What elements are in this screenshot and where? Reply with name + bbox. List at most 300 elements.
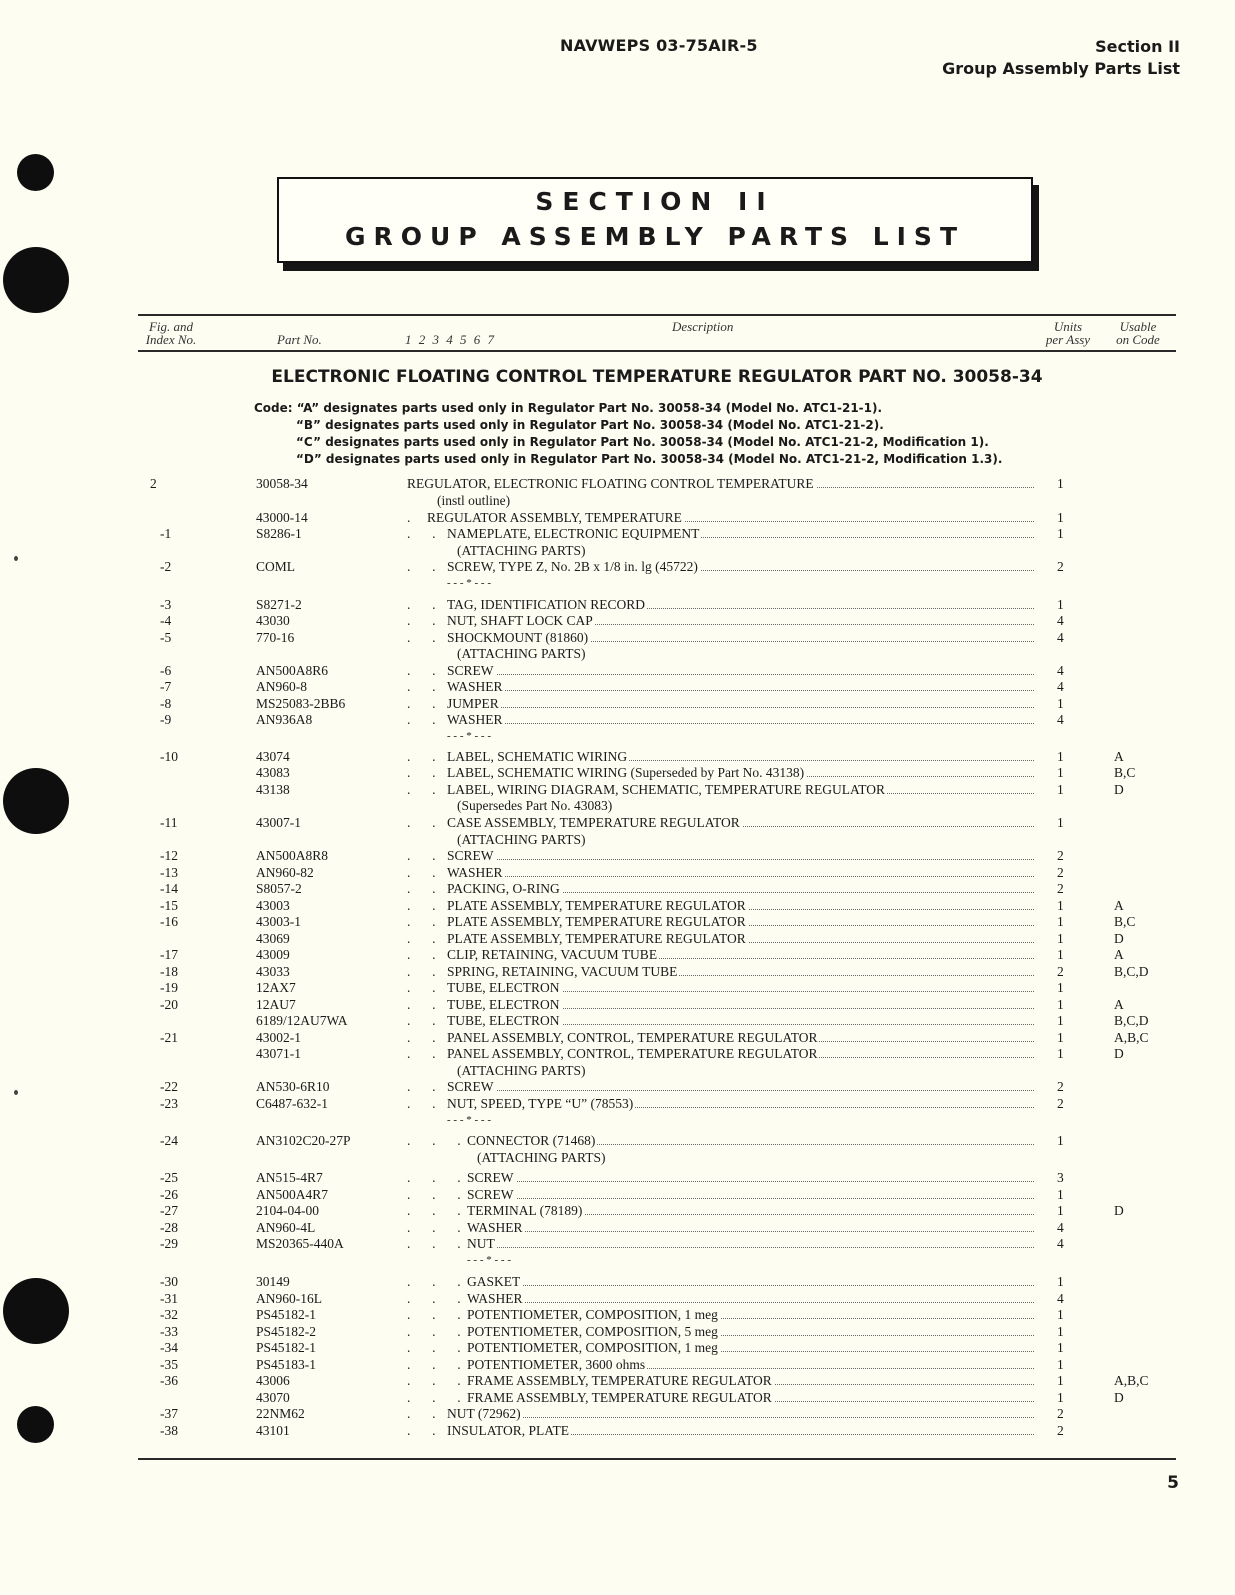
table-row [0,1235,1235,1252]
description: GASKET [467,1274,521,1289]
units-per-assy: 4 [1057,613,1064,628]
index-number: -20 [160,997,178,1012]
table-row [0,1045,1235,1062]
description: WASHER [447,712,503,727]
usable-on-code: A [1114,947,1124,962]
indent-dots: . . . [407,1373,462,1388]
dot-leader [467,1169,1034,1182]
description: PLATE ASSEMBLY, TEMPERATURE REGULATOR [447,914,746,929]
indent-dots: . . [407,526,437,541]
indent-dots: . . [407,898,437,913]
index-number: -36 [160,1373,178,1388]
indent-dots: . . . [407,1170,462,1185]
units-per-assy: 1 [1057,476,1064,491]
col-part-no: Part No. [277,332,322,347]
units-per-assy: 4 [1057,679,1064,694]
dot-leader [467,1273,1034,1286]
usable-on-code: A [1114,749,1124,764]
description: CLIP, RETAINING, VACUUM TUBE [447,947,658,962]
description: WASHER [467,1220,523,1235]
units-per-assy: 1 [1057,1373,1064,1388]
col-usable-line1: Usable [1119,319,1157,334]
table-row [0,1012,1235,1029]
units-per-assy: 1 [1057,1046,1064,1061]
indent-dots: . . [407,815,437,830]
note-text: - - - * - - - [447,577,491,589]
indent-dots: . . [407,559,437,574]
indent-dots: . . [407,1406,437,1421]
index-number: -23 [160,1096,178,1111]
units-per-assy: 2 [1057,964,1064,979]
units-per-assy: 4 [1057,630,1064,645]
dot-leader [467,1219,1034,1232]
note-text: (ATTACHING PARTS) [457,1063,586,1078]
binder-hole [17,154,54,191]
table-row [0,662,1235,679]
col-fig-index-line2: Index No. [145,332,197,347]
part-number: PS45183-1 [256,1357,317,1372]
table-row [0,1095,1235,1112]
indent-dots: . . [407,630,437,645]
description: POTENTIOMETER, 3600 ohms [467,1357,646,1372]
col-fig-index [140,320,202,346]
description: POTENTIOMETER, COMPOSITION, 1 meg [467,1307,718,1322]
part-number: AN500A8R8 [256,848,329,863]
description: WASHER [447,679,503,694]
index-number: -5 [160,630,172,645]
code-a: Code: “A” designates parts used only in Regulator Part No. 30058-34 (Model No. ATC1-21-1). [254,401,883,415]
index-number: -29 [160,1236,178,1251]
indent-dots: . . [407,663,437,678]
description: PANEL ASSEMBLY, CONTROL, TEMPERATURE REGULATOR [447,1030,818,1045]
description: POTENTIOMETER, COMPOSITION, 5 meg [467,1324,718,1339]
table-row [0,1422,1235,1439]
usable-on-code: D [1114,1203,1124,1218]
indent-dots: . [407,510,412,525]
table-row [0,612,1235,629]
index-number: -22 [160,1079,178,1094]
description: TUBE, ELECTRON [447,997,560,1012]
code-legend [254,400,1002,468]
header-bottom-rule [138,350,1176,352]
units-per-assy: 1 [1057,815,1064,830]
description: NUT (72962) [447,1406,521,1421]
part-number: PS45182-2 [256,1324,317,1339]
table-row [0,695,1235,712]
dot-leader [447,1405,1034,1418]
indent-dots: . . [407,696,437,711]
page-number: 5 [1167,1473,1179,1493]
indent-dots: . . [407,782,437,797]
table-row [0,814,1235,831]
units-per-assy: 1 [1057,597,1064,612]
table-row [0,781,1235,798]
description: LABEL, SCHEMATIC WIRING [447,749,628,764]
index-number: -32 [160,1307,178,1322]
index-number: -38 [160,1423,178,1438]
table-row [0,1078,1235,1095]
table-row [0,1339,1235,1356]
section-title-box [277,177,1033,263]
units-per-assy: 1 [1057,980,1064,995]
index-number: 2 [150,476,157,491]
indent-dots: . . [407,997,437,1012]
col-usable [1108,320,1168,346]
index-number: -14 [160,881,178,896]
description: JUMPER [447,696,499,711]
description: WASHER [467,1291,523,1306]
part-number: AN3102C20-27P [256,1133,351,1148]
table-row [0,1389,1235,1406]
description: WASHER [447,865,503,880]
col-units [1040,320,1096,346]
dot-leader [447,1078,1034,1091]
dot-leader [447,695,1034,708]
index-number: -16 [160,914,178,929]
indent-dots: . . . [407,1220,462,1235]
units-per-assy: 2 [1057,881,1064,896]
col-indent-levels: 1 2 3 4 5 6 7 [405,332,494,347]
units-per-assy: 4 [1057,1220,1064,1235]
units-per-assy: 1 [1057,1307,1064,1322]
indent-dots: . . . [407,1236,462,1251]
units-per-assy: 1 [1057,947,1064,962]
dot-leader [447,847,1034,860]
description: NUT, SHAFT LOCK CAP [447,613,593,628]
list-note [0,831,1235,848]
part-number: 43074 [256,749,290,764]
units-per-assy: 1 [1057,931,1064,946]
units-per-assy: 1 [1057,1187,1064,1202]
index-number: -12 [160,848,178,863]
section-title: Group Assembly Parts List [942,59,1180,78]
part-number: 43071-1 [256,1046,301,1061]
description: SHOCKMOUNT (81860) [447,630,589,645]
part-number: 43033 [256,964,290,979]
index-number: -37 [160,1406,178,1421]
units-per-assy: 1 [1057,782,1064,797]
indent-dots: . . [407,881,437,896]
part-number: AN960-8 [256,679,307,694]
table-row [0,880,1235,897]
description: FRAME ASSEMBLY, TEMPERATURE REGULATOR [467,1390,772,1405]
usable-on-code: A [1114,898,1124,913]
table-row [0,1372,1235,1389]
units-per-assy: 1 [1057,1324,1064,1339]
part-number: AN515-4R7 [256,1170,323,1185]
units-per-assy: 1 [1057,914,1064,929]
indent-dots: . . [407,1046,437,1061]
index-number: -10 [160,749,178,764]
units-per-assy: 2 [1057,865,1064,880]
indent-dots: . . [407,964,437,979]
description: SCREW [467,1187,514,1202]
table-row [0,1306,1235,1323]
description: PACKING, O-RING [447,881,560,896]
usable-on-code: A,B,C [1114,1373,1149,1388]
table-row [0,678,1235,695]
description: PLATE ASSEMBLY, TEMPERATURE REGULATOR [447,931,746,946]
indent-dots: . . [407,679,437,694]
index-number: -4 [160,613,172,628]
part-number: 12AU7 [256,997,296,1012]
part-number: 43007-1 [256,815,301,830]
index-number: -31 [160,1291,178,1306]
index-number: -7 [160,679,172,694]
part-number: COML [256,559,296,574]
table-row [0,525,1235,542]
indent-dots: . . [407,765,437,780]
part-number: PS45182-1 [256,1340,317,1355]
header-top-rule [138,314,1176,316]
table-row [0,1202,1235,1219]
usable-on-code: D [1114,931,1124,946]
index-number: -2 [160,559,172,574]
index-number: -28 [160,1220,178,1235]
units-per-assy: 4 [1057,1291,1064,1306]
usable-on-code: D [1114,1390,1124,1405]
index-number: -15 [160,898,178,913]
units-per-assy: 1 [1057,1133,1064,1148]
table-row [0,629,1235,646]
description: SCREW [467,1170,514,1185]
list-note [0,542,1235,559]
list-note [0,1112,1235,1129]
indent-dots: . . . [407,1203,462,1218]
part-number: 43083 [256,765,290,780]
units-per-assy: 1 [1057,898,1064,913]
part-number: S8286-1 [256,526,302,541]
note-text: (ATTACHING PARTS) [457,543,586,558]
description: SCREW [447,848,494,863]
table-row [0,946,1235,963]
index-number: -19 [160,980,178,995]
code-c: “C” designates parts used only in Regulator Part No. 30058-34 (Model No. ATC1-21-2, Modification 1). [296,435,989,449]
col-units-line1: Units [1053,319,1083,334]
description: TUBE, ELECTRON [447,1013,560,1028]
index-number: -33 [160,1324,178,1339]
table-row [0,1290,1235,1307]
part-number: AN960-4L [256,1220,316,1235]
units-per-assy: 4 [1057,663,1064,678]
description: CONNECTOR (71468) [467,1133,596,1148]
table-row [0,1356,1235,1373]
part-number: 2104-04-00 [256,1203,319,1218]
dot-leader [447,864,1034,877]
table-row [0,596,1235,613]
col-fig-index-line1: Fig. and [148,319,194,334]
table-row [0,1132,1235,1149]
dot-leader [447,662,1034,675]
section-subheading: GROUP ASSEMBLY PARTS LIST [345,222,965,251]
table-row [0,1273,1235,1290]
table-row [0,764,1235,781]
units-per-assy: 1 [1057,1390,1064,1405]
indent-dots: . . . [407,1307,462,1322]
part-number: AN960-82 [256,865,314,880]
dot-leader [467,1186,1034,1199]
document-number: NAVWEPS 03-75AIR-5 [560,36,758,55]
table-row [0,897,1235,914]
dot-leader [447,678,1034,691]
description: TAG, IDENTIFICATION RECORD [447,597,646,612]
indent-dots: . . [407,914,437,929]
units-per-assy: 2 [1057,1406,1064,1421]
dot-leader [467,1235,1034,1248]
part-number: 43000-14 [256,510,308,525]
code-b: “B” designates parts used only in Regulator Part No. 30058-34 (Model No. ATC1-21-2). [296,418,884,432]
part-number: 12AX7 [256,980,296,995]
indent-dots: . . . [407,1390,462,1405]
table-row [0,930,1235,947]
part-number: 43002-1 [256,1030,301,1045]
usable-on-code: B,C,D [1114,964,1149,979]
indent-dots: . . [407,865,437,880]
table-row [0,475,1235,492]
units-per-assy: 1 [1057,1340,1064,1355]
note-text: (Supersedes Part No. 43083) [457,798,613,813]
description: INSULATOR, PLATE [447,1423,570,1438]
part-number: S8271-2 [256,597,302,612]
indent-dots: . . [407,749,437,764]
part-number: 43003-1 [256,914,301,929]
index-number: -18 [160,964,178,979]
part-number: MS20365-440A [256,1236,344,1251]
index-number: -3 [160,597,172,612]
index-number: -9 [160,712,172,727]
description: FRAME ASSEMBLY, TEMPERATURE REGULATOR [467,1373,772,1388]
description: CASE ASSEMBLY, TEMPERATURE REGULATOR [447,815,740,830]
indent-dots: . . [407,848,437,863]
table-row [0,963,1235,980]
part-number: MS25083-2BB6 [256,696,346,711]
usable-on-code: B,C [1114,914,1136,929]
indent-dots: . . . [407,1357,462,1372]
indent-dots: . . [407,1423,437,1438]
description: POTENTIOMETER, COMPOSITION, 1 meg [467,1340,718,1355]
part-number: 43138 [256,782,290,797]
indent-dots: . . [407,613,437,628]
units-per-assy: 2 [1057,1079,1064,1094]
description: NAMEPLATE, ELECTRONIC EQUIPMENT [447,526,700,541]
section-heading: SECTION II [535,187,775,216]
part-number: 6189/12AU7WA [256,1013,348,1028]
indent-dots: . . [407,1013,437,1028]
description: NUT [467,1236,495,1251]
indent-dots: . . . [407,1187,462,1202]
running-header [942,36,1180,80]
table-row [0,979,1235,996]
col-units-line2: per Assy [1045,332,1091,347]
note-text: (ATTACHING PARTS) [477,1150,606,1165]
description: LABEL, WIRING DIAGRAM, SCHEMATIC, TEMPERATURE REGULATOR [447,782,886,797]
index-number: -11 [160,815,178,830]
indent-dots: . . [407,980,437,995]
units-per-assy: 1 [1057,526,1064,541]
list-note [0,1062,1235,1079]
part-number: 43009 [256,947,290,962]
list-note [0,492,1235,509]
note-text: - - - * - - - [447,1114,491,1126]
table-row [0,847,1235,864]
units-per-assy: 1 [1057,696,1064,711]
index-number: -21 [160,1030,178,1045]
table-row [0,1186,1235,1203]
col-usable-line2: on Code [1116,332,1160,347]
footer-rule [138,1458,1176,1460]
description: SCREW [447,1079,494,1094]
part-number: 43030 [256,613,290,628]
index-number: -13 [160,865,178,880]
units-per-assy: 3 [1057,1170,1064,1185]
table-row [0,864,1235,881]
part-number: S8057-2 [256,881,302,896]
list-note [0,575,1235,592]
indent-dots: . . [407,931,437,946]
description: PANEL ASSEMBLY, CONTROL, TEMPERATURE REGULATOR [447,1046,818,1061]
table-row [0,558,1235,575]
description: TUBE, ELECTRON [447,980,560,995]
indent-dots: . . [407,597,437,612]
index-number: -24 [160,1133,178,1148]
units-per-assy: 2 [1057,1423,1064,1438]
list-note [0,797,1235,814]
part-number: 30058-34 [256,476,308,491]
part-number: 43006 [256,1373,290,1388]
indent-dots: . . . [407,1340,462,1355]
index-number: -27 [160,1203,178,1218]
units-per-assy: 2 [1057,559,1064,574]
description: SCREW, TYPE Z, No. 2B x 1/8 in. lg (45722) [447,559,698,574]
table-row [0,1029,1235,1046]
description: TERMINAL (78189) [467,1203,583,1218]
indent-dots: . . . [407,1133,462,1148]
code-d: “D” designates parts used only in Regulator Part No. 30058-34 (Model No. ATC1-21-2, Modification 1.3). [296,452,1003,466]
part-number: AN530-6R10 [256,1079,330,1094]
units-per-assy: 1 [1057,765,1064,780]
units-per-assy: 1 [1057,1274,1064,1289]
part-number: 43069 [256,931,290,946]
note-text: (ATTACHING PARTS) [457,646,586,661]
part-number: AN500A8R6 [256,663,329,678]
part-number: 30149 [256,1274,290,1289]
units-per-assy: 1 [1057,997,1064,1012]
part-number: 22NM62 [256,1406,305,1421]
units-per-assy: 1 [1057,510,1064,525]
description: PLATE ASSEMBLY, TEMPERATURE REGULATOR [447,898,746,913]
table-row [0,996,1235,1013]
part-number: AN500A4R7 [256,1187,329,1202]
part-number: 43101 [256,1423,290,1438]
indent-dots: . . [407,1079,437,1094]
description: LABEL, SCHEMATIC WIRING (Superseded by Part No. 43138) [447,765,805,780]
part-number: AN960-16L [256,1291,322,1306]
description: SCREW [447,663,494,678]
units-per-assy: 1 [1057,1203,1064,1218]
assembly-title: ELECTRONIC FLOATING CONTROL TEMPERATURE REGULATOR PART NO. 30058-34 [271,367,1043,387]
list-note [0,645,1235,662]
index-number: -25 [160,1170,178,1185]
note-text: (ATTACHING PARTS) [457,832,586,847]
usable-on-code: D [1114,782,1124,797]
units-per-assy: 1 [1057,1013,1064,1028]
indent-dots: . . [407,947,437,962]
table-row [0,913,1235,930]
usable-on-code: A,B,C [1114,1030,1149,1045]
table-row [0,1323,1235,1340]
part-number: C6487-632-1 [256,1096,328,1111]
table-row [0,1219,1235,1236]
